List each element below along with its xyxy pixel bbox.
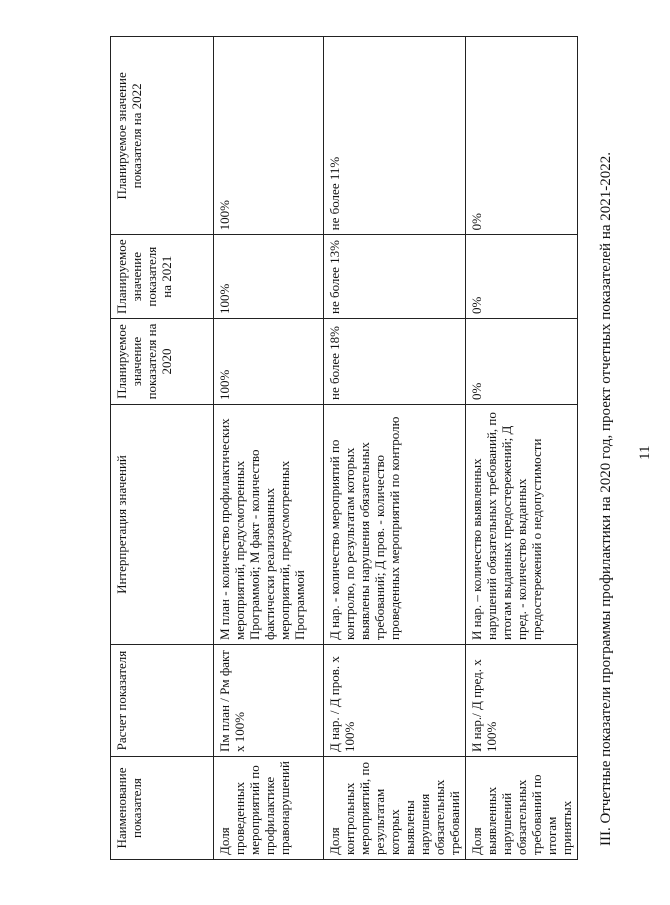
cell-value-2021: 0% [466,235,578,319]
cell-value-2022: не более 11% [324,37,466,235]
header-indicator-name: Наименование показателя [111,757,214,860]
header-calculation: Расчет показателя [111,645,214,757]
section-heading: III. Отчетные показатели программы профилактики на 2020 год, проект отчетных показателей на 2021-2022. [598,151,614,846]
header-plan-2020: Планируемое значение показателя на 2020 [111,319,214,405]
cell-name: Доля проведенных мероприятий по профилактике правонарушений [214,757,324,860]
rotated-page-content [110,25,670,860]
indicators-table [110,36,578,860]
cell-value-2022: 0% [466,37,578,235]
table-row [466,37,578,860]
cell-interpretation: М план - количество профилактических мероприятий, предусмотренных Программой; М факт - количество фактически реализованных мероприятий, предусмотренных Программой [214,405,324,645]
cell-value-2020: 0% [466,319,578,405]
cell-formula: Пм план / Рм факт х 100% [214,645,324,757]
page-number: 11 [637,445,653,460]
cell-name: Доля контрольных мероприятий, по результатам которых выявлены нарушения обязательных требований [324,757,466,860]
cell-interpretation: И нар. – количество выявленных нарушений обязательных требований, по итогам выданных предостережений; Д пред. - количество выданных предостережений о недопустимости [466,405,578,645]
table-header-row [111,37,214,860]
table-row [324,37,466,860]
cell-interpretation: Д нар. - количество мероприятий по контролю, по результатам которых выявлены нарушения обязательных требований; Д пров. - количество проведенных мероприятий по контролю [324,405,466,645]
cell-value-2022: 100% [214,37,324,235]
cell-value-2021: не более 13% [324,235,466,319]
header-plan-2021: Планируемое значение показателя на 2021 [111,235,214,319]
cell-formula: Д нар. / Д пров. х 100% [324,645,466,757]
cell-name: Доля выявленных нарушений обязательных требований по итогам принятых [466,757,578,860]
cell-value-2021: 100% [214,235,324,319]
cell-value-2020: не более 18% [324,319,466,405]
header-interpretation: Интерпретация значений [111,405,214,645]
table-row [214,37,324,860]
cell-value-2020: 100% [214,319,324,405]
header-plan-2022: Планируемое значение показателя на 2022 [111,37,214,235]
cell-formula: И нар./ Д пред. х 100% [466,645,578,757]
